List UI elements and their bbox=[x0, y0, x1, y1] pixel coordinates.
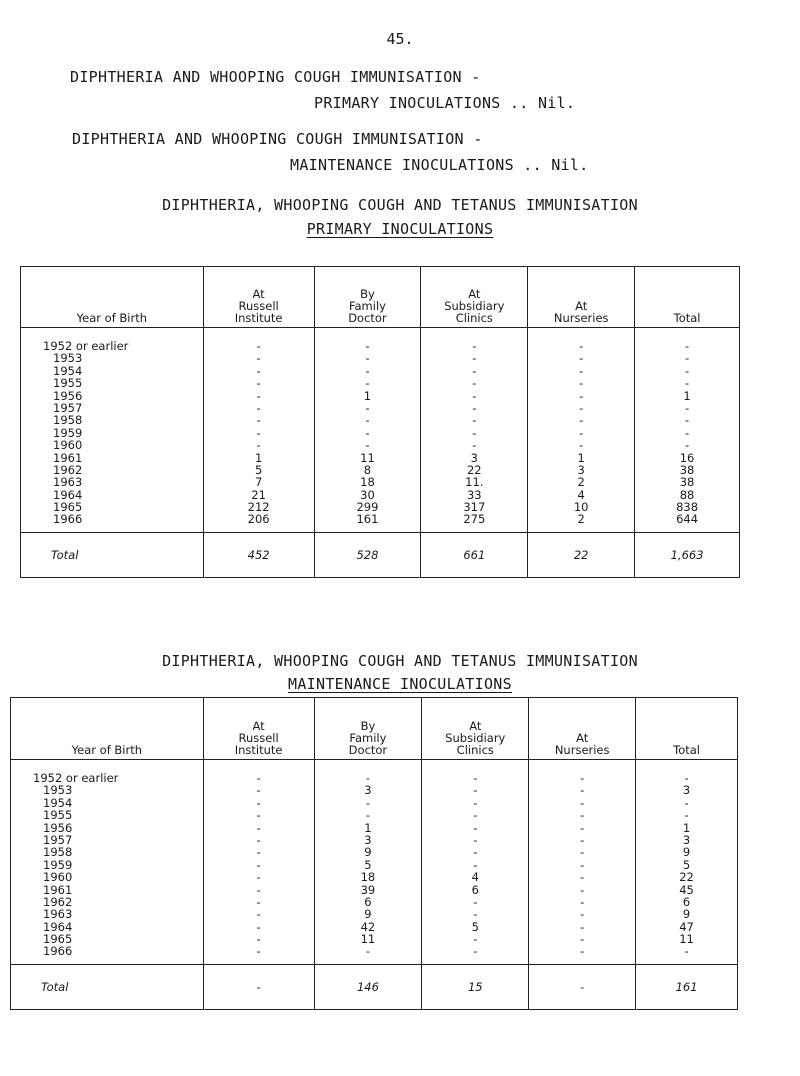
value-cell: - bbox=[684, 376, 690, 391]
value-cell: 206 bbox=[247, 512, 270, 527]
value-cell: 6 bbox=[682, 894, 691, 909]
value-cell: - bbox=[684, 413, 690, 428]
value-cell: - bbox=[256, 351, 261, 366]
nurseries-column bbox=[529, 760, 636, 965]
totals-row bbox=[11, 964, 738, 1009]
value-cell: 3 bbox=[577, 462, 585, 477]
value-cell: - bbox=[579, 363, 584, 378]
year-cell: 1958 bbox=[43, 845, 73, 860]
value-cell: - bbox=[473, 795, 478, 810]
value-cell: 6 bbox=[471, 882, 479, 897]
value-cell: - bbox=[256, 907, 261, 922]
value-cell: 838 bbox=[676, 500, 699, 515]
value-cell: 5 bbox=[364, 857, 372, 872]
subsidiary-clinics-column bbox=[422, 760, 529, 965]
value-cell: - bbox=[256, 857, 261, 872]
russell-column bbox=[203, 760, 314, 965]
value-cell: - bbox=[684, 363, 690, 378]
value-cell: 1 bbox=[364, 820, 372, 835]
family-doctor-column bbox=[314, 760, 422, 965]
header-nurseries: At Nurseries bbox=[529, 698, 636, 760]
year-cell: 1961 bbox=[53, 450, 83, 465]
value-cell: - bbox=[256, 400, 261, 415]
russell-column bbox=[203, 328, 314, 533]
value-cell: - bbox=[472, 351, 477, 366]
value-cell: 10 bbox=[573, 500, 589, 515]
value-cell: 3 bbox=[470, 450, 478, 465]
table-1-subtitle: PRIMARY INOCULATIONS bbox=[306, 220, 494, 238]
value-cell: - bbox=[580, 771, 585, 785]
value-cell: 30 bbox=[360, 487, 375, 502]
value-cell: - bbox=[473, 771, 478, 785]
value-cell: - bbox=[256, 845, 261, 860]
value-cell: - bbox=[473, 808, 478, 823]
value-cell: - bbox=[472, 388, 477, 403]
value-cell: 18 bbox=[360, 870, 376, 885]
value-cell: 644 bbox=[676, 512, 699, 527]
value-cell: 6 bbox=[364, 894, 372, 909]
value-cell: - bbox=[472, 376, 477, 391]
value-cell: 3 bbox=[682, 832, 691, 847]
value-cell: - bbox=[580, 932, 585, 947]
value-cell: - bbox=[256, 425, 261, 440]
table-header-row bbox=[11, 698, 738, 760]
year-cell: 1961 bbox=[43, 882, 73, 897]
value-cell: - bbox=[580, 919, 585, 934]
value-cell: 2 bbox=[577, 512, 585, 527]
value-cell: 2 bbox=[577, 475, 585, 490]
value-cell: - bbox=[473, 845, 478, 860]
header-year-of-birth: Year of Birth bbox=[21, 267, 204, 328]
value-cell: - bbox=[472, 400, 477, 415]
value-cell: - bbox=[579, 339, 584, 353]
value-cell: - bbox=[256, 388, 261, 403]
total-column bbox=[636, 760, 738, 965]
value-cell: - bbox=[472, 339, 477, 353]
year-cell: 1955 bbox=[43, 808, 73, 823]
totals-subsidiary-clinics: 15 bbox=[422, 964, 529, 1009]
value-cell: 7 bbox=[254, 475, 263, 490]
year-column bbox=[11, 760, 204, 965]
totals-nurseries: 22 bbox=[528, 532, 635, 577]
value-cell: - bbox=[580, 808, 585, 823]
year-cell: 1960 bbox=[53, 438, 83, 453]
value-cell: 16 bbox=[679, 450, 695, 465]
value-cell: 9 bbox=[364, 907, 372, 922]
value-cell: - bbox=[580, 857, 585, 872]
table-body bbox=[11, 760, 738, 965]
value-cell: 1 bbox=[254, 450, 263, 465]
value-cell: 3 bbox=[682, 783, 691, 798]
value-cell: - bbox=[684, 944, 689, 959]
year-cell: 1958 bbox=[53, 413, 83, 428]
value-cell: - bbox=[579, 388, 584, 403]
value-cell: 47 bbox=[679, 919, 694, 934]
table-2-title: DIPHTHERIA, WHOOPING COUGH AND TETANUS IMMUNISATION bbox=[162, 652, 638, 670]
table-body bbox=[21, 328, 740, 533]
value-cell: 4 bbox=[577, 487, 585, 502]
value-cell: - bbox=[684, 339, 690, 353]
value-cell: - bbox=[684, 438, 690, 453]
year-cell: 1959 bbox=[43, 857, 73, 872]
value-cell: - bbox=[579, 376, 584, 391]
value-cell: - bbox=[473, 907, 478, 922]
value-cell: 275 bbox=[463, 512, 486, 527]
value-cell: 8 bbox=[363, 462, 372, 477]
value-cell: - bbox=[684, 808, 689, 823]
value-cell: 45 bbox=[679, 882, 694, 897]
value-cell: - bbox=[579, 425, 584, 440]
value-cell: - bbox=[365, 351, 370, 366]
value-cell: - bbox=[256, 820, 261, 835]
year-cell: 1954 bbox=[43, 795, 73, 810]
year-cell: 1962 bbox=[53, 462, 83, 477]
value-cell: 5 bbox=[254, 462, 263, 477]
header-total: Total bbox=[636, 698, 738, 760]
value-cell: 4 bbox=[471, 870, 479, 885]
value-cell: - bbox=[580, 944, 585, 959]
value-cell: 11 bbox=[360, 450, 375, 465]
value-cell: - bbox=[256, 771, 261, 785]
value-cell: - bbox=[365, 808, 370, 823]
totals-label: Total bbox=[11, 964, 204, 1009]
value-cell: - bbox=[256, 894, 261, 909]
value-cell: - bbox=[256, 932, 261, 947]
year-cell: 1953 bbox=[43, 783, 73, 798]
value-cell: - bbox=[580, 870, 585, 885]
value-cell: - bbox=[579, 400, 584, 415]
value-cell: - bbox=[473, 820, 478, 835]
value-cell: - bbox=[256, 882, 261, 897]
value-cell: - bbox=[365, 413, 370, 428]
year-cell: 1962 bbox=[43, 894, 73, 909]
totals-subsidiary-clinics: 661 bbox=[421, 532, 528, 577]
value-cell: 11 bbox=[360, 932, 376, 947]
header-family-doctor: By Family Doctor bbox=[314, 698, 422, 760]
value-cell: 1 bbox=[363, 388, 372, 403]
page-number: 45. bbox=[386, 30, 414, 48]
value-cell: - bbox=[473, 894, 478, 909]
header-subsidiary-clinics: At Subsidiary Clinics bbox=[422, 698, 529, 760]
value-cell: - bbox=[256, 808, 261, 823]
value-cell: 22 bbox=[466, 462, 482, 477]
value-cell: 38 bbox=[679, 462, 695, 477]
value-cell: - bbox=[473, 857, 478, 872]
value-cell: - bbox=[473, 832, 478, 847]
year-cell: 1960 bbox=[43, 870, 73, 885]
header-russell-institute: At Russell Institute bbox=[203, 267, 314, 328]
value-cell: - bbox=[256, 870, 261, 885]
value-cell: - bbox=[579, 438, 584, 453]
year-cell: 1959 bbox=[53, 425, 83, 440]
year-cell: 1956 bbox=[53, 388, 83, 403]
value-cell: - bbox=[580, 845, 585, 860]
value-cell: 88 bbox=[679, 487, 695, 502]
value-cell: 39 bbox=[360, 882, 376, 897]
value-cell: - bbox=[256, 783, 261, 798]
statement-1-line-2: PRIMARY INOCULATIONS .. Nil. bbox=[314, 94, 576, 112]
year-cell: 1952 or earlier bbox=[43, 339, 129, 353]
totals-family-doctor: 146 bbox=[314, 964, 422, 1009]
value-cell: 21 bbox=[251, 487, 266, 502]
value-cell: - bbox=[365, 376, 370, 391]
value-cell: 3 bbox=[364, 832, 372, 847]
year-cell: 1956 bbox=[43, 820, 73, 835]
value-cell: - bbox=[580, 783, 585, 798]
subsidiary-clinics-column bbox=[421, 328, 528, 533]
year-cell: 1957 bbox=[43, 832, 73, 847]
value-cell: - bbox=[473, 944, 478, 959]
value-cell: - bbox=[684, 351, 690, 366]
totals-russell: 452 bbox=[203, 532, 314, 577]
value-cell: - bbox=[256, 944, 261, 959]
year-column bbox=[21, 328, 204, 533]
value-cell: - bbox=[365, 795, 370, 810]
header-subsidiary-clinics: At Subsidiary Clinics bbox=[421, 267, 528, 328]
value-cell: - bbox=[365, 425, 370, 440]
statement-1-line-1: DIPHTHERIA AND WHOOPING COUGH IMMUNISATION - bbox=[70, 68, 481, 86]
year-cell: 1965 bbox=[53, 500, 83, 515]
year-cell: 1965 bbox=[43, 932, 73, 947]
value-cell: - bbox=[473, 783, 478, 798]
year-cell: 1953 bbox=[53, 351, 83, 366]
table-1-title: DIPHTHERIA, WHOOPING COUGH AND TETANUS IMMUNISATION bbox=[162, 196, 638, 214]
value-cell: 212 bbox=[247, 500, 270, 515]
value-cell: 11. bbox=[465, 475, 484, 490]
value-cell: - bbox=[365, 771, 370, 785]
year-cell: 1964 bbox=[53, 487, 83, 502]
statement-2-line-1: DIPHTHERIA AND WHOOPING COUGH IMMUNISATION - bbox=[72, 130, 483, 148]
value-cell: - bbox=[580, 882, 585, 897]
value-cell: 9 bbox=[682, 845, 691, 860]
maintenance-inoculations-table bbox=[10, 697, 738, 1010]
value-cell: - bbox=[256, 795, 261, 810]
table-header-row bbox=[21, 267, 740, 328]
totals-grand-total: 1,663 bbox=[635, 532, 740, 577]
statement-2-line-2: MAINTENANCE INOCULATIONS .. Nil. bbox=[290, 156, 589, 174]
value-cell: - bbox=[580, 820, 585, 835]
value-cell: - bbox=[472, 438, 477, 453]
value-cell: - bbox=[365, 400, 370, 415]
family-doctor-column bbox=[314, 328, 421, 533]
value-cell: 161 bbox=[356, 512, 379, 527]
value-cell: 1 bbox=[683, 388, 691, 403]
value-cell: - bbox=[473, 932, 478, 947]
value-cell: - bbox=[472, 413, 477, 428]
value-cell: 317 bbox=[463, 500, 486, 515]
value-cell: 3 bbox=[364, 783, 372, 798]
value-cell: - bbox=[684, 795, 689, 810]
value-cell: - bbox=[684, 400, 690, 415]
header-nurseries: At Nurseries bbox=[528, 267, 635, 328]
value-cell: 11 bbox=[679, 932, 694, 947]
value-cell: - bbox=[256, 376, 261, 391]
total-column bbox=[635, 328, 740, 533]
value-cell: 9 bbox=[682, 907, 691, 922]
value-cell: - bbox=[256, 413, 261, 428]
value-cell: - bbox=[256, 363, 261, 378]
value-cell: 22 bbox=[679, 870, 694, 885]
value-cell: - bbox=[580, 832, 585, 847]
value-cell: 1 bbox=[682, 820, 691, 835]
value-cell: 33 bbox=[466, 487, 482, 502]
value-cell: - bbox=[365, 339, 370, 353]
totals-grand-total: 161 bbox=[636, 964, 738, 1009]
value-cell: 18 bbox=[360, 475, 375, 490]
value-cell: - bbox=[256, 438, 261, 453]
value-cell: 5 bbox=[682, 857, 691, 872]
year-cell: 1957 bbox=[53, 400, 83, 415]
year-cell: 1955 bbox=[53, 376, 83, 391]
value-cell: 38 bbox=[679, 475, 695, 490]
value-cell: 9 bbox=[364, 845, 372, 860]
year-cell: 1963 bbox=[53, 475, 83, 490]
nurseries-column bbox=[528, 328, 635, 533]
value-cell: - bbox=[579, 413, 584, 428]
value-cell: - bbox=[684, 425, 690, 440]
value-cell: 299 bbox=[356, 500, 379, 515]
value-cell: - bbox=[472, 425, 477, 440]
totals-row bbox=[21, 532, 740, 577]
value-cell: 42 bbox=[360, 919, 376, 934]
value-cell: 5 bbox=[471, 919, 479, 934]
value-cell: - bbox=[256, 339, 261, 353]
value-cell: - bbox=[684, 771, 689, 785]
value-cell: - bbox=[579, 351, 584, 366]
value-cell: - bbox=[580, 907, 585, 922]
value-cell: - bbox=[580, 795, 585, 810]
value-cell: 1 bbox=[577, 450, 585, 465]
value-cell: - bbox=[365, 944, 370, 959]
value-cell: - bbox=[256, 832, 261, 847]
table-2-subtitle: MAINTENANCE INOCULATIONS bbox=[288, 675, 512, 693]
year-cell: 1964 bbox=[43, 919, 73, 934]
totals-label: Total bbox=[21, 532, 204, 577]
value-cell: - bbox=[365, 363, 370, 378]
header-year-of-birth: Year of Birth bbox=[11, 698, 204, 760]
value-cell: - bbox=[472, 363, 477, 378]
year-cell: 1966 bbox=[53, 512, 83, 527]
totals-family-doctor: 528 bbox=[314, 532, 421, 577]
header-total: Total bbox=[635, 267, 740, 328]
totals-russell: - bbox=[203, 964, 314, 1009]
year-cell: 1952 or earlier bbox=[33, 771, 119, 785]
value-cell: - bbox=[580, 894, 585, 909]
value-cell: - bbox=[365, 438, 370, 453]
header-family-doctor: By Family Doctor bbox=[314, 267, 421, 328]
year-cell: 1954 bbox=[53, 363, 83, 378]
year-cell: 1966 bbox=[43, 944, 73, 959]
header-russell-institute: At Russell Institute bbox=[203, 698, 314, 760]
totals-nurseries: - bbox=[529, 964, 636, 1009]
value-cell: - bbox=[256, 919, 261, 934]
year-cell: 1963 bbox=[43, 907, 73, 922]
primary-inoculations-table bbox=[20, 266, 740, 578]
